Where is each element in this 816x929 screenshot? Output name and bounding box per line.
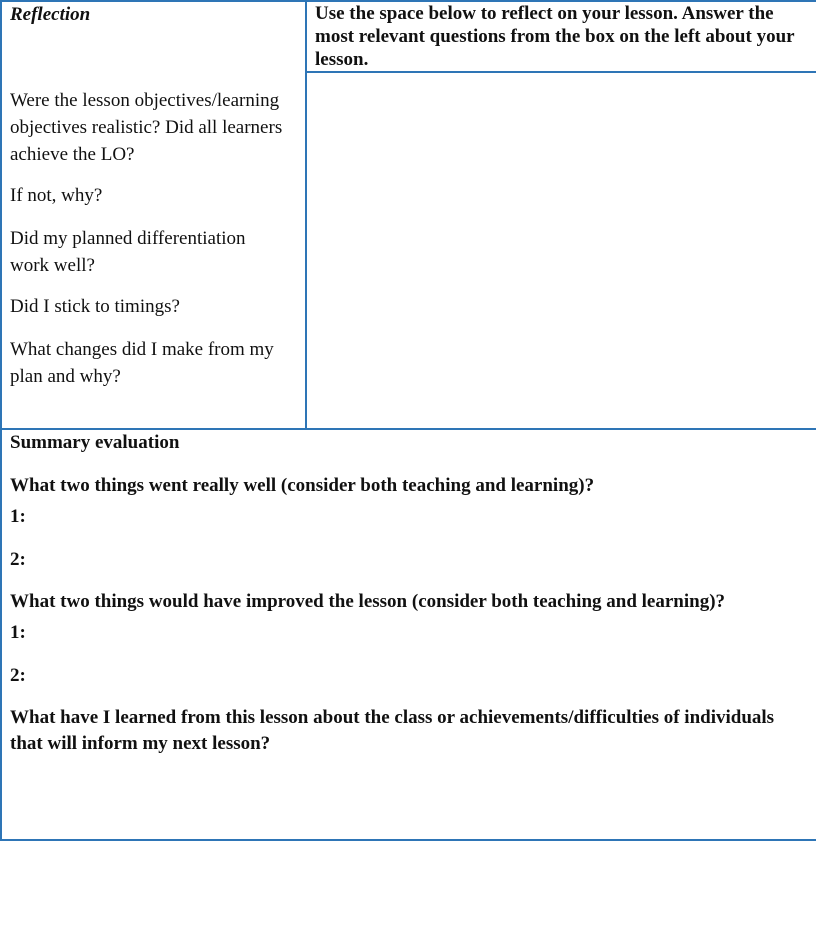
improve-item-1-label: 1: xyxy=(10,622,26,643)
went-well-item-1-label: 1: xyxy=(10,506,26,527)
reflection-answer-area[interactable] xyxy=(307,73,815,429)
question-timings: Did I stick to timings? xyxy=(10,296,180,317)
reflection-instructions: Use the space below to reflect on your lesson. Answer the most relevant questions from the box on the left about your lesson. xyxy=(315,3,795,70)
improve-question: What two things would have improved the lesson (consider both teaching and learning)? xyxy=(10,591,726,612)
question-changes: What changes did I make from my plan and why? xyxy=(10,339,274,387)
learned-question: What have I learned from this lesson about the class or achievements/difficulties of individuals that will inform my next lesson? xyxy=(10,707,775,754)
reflection-heading: Reflection xyxy=(10,4,91,25)
table-border-bottom xyxy=(0,839,816,841)
question-if-not-why: If not, why? xyxy=(10,185,103,206)
went-well-question: What two things went really well (consider both teaching and learning)? xyxy=(10,475,595,496)
went-well-item-2-label: 2: xyxy=(10,549,26,570)
table-border-left xyxy=(0,0,2,841)
question-differentiation: Did my planned differentiation work well? xyxy=(10,228,246,276)
question-objectives: Were the lesson objectives/learning objectives realistic? Did all learners achieve the LO? xyxy=(10,90,283,165)
summary-heading: Summary evaluation xyxy=(10,432,180,453)
improve-item-2-label: 2: xyxy=(10,665,26,686)
